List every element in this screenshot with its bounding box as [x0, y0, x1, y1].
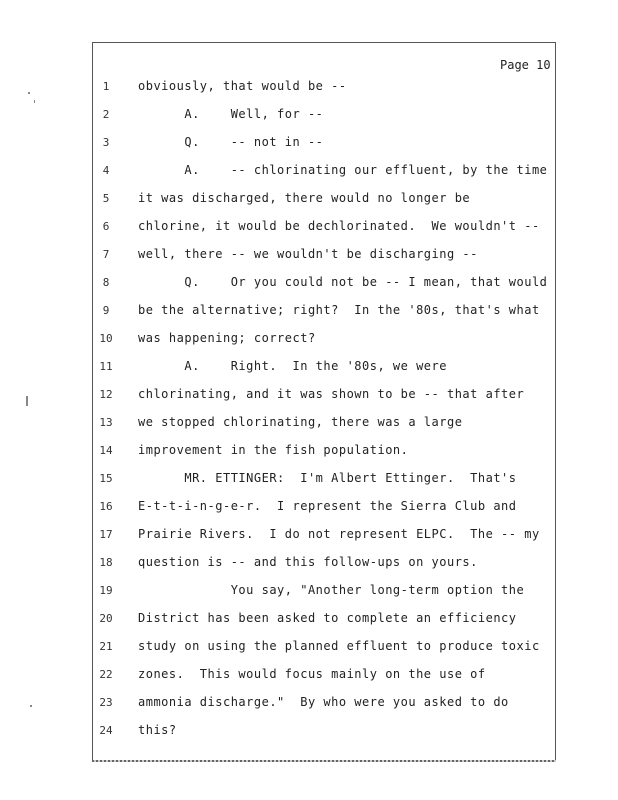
line-number: 3	[102, 136, 110, 149]
transcript-line: chlorinating, and it was shown to be -- that after	[138, 387, 525, 401]
transcript-line: Q. -- not in --	[138, 135, 324, 149]
transcript-line: A. -- chlorinating our effluent, by the time	[138, 163, 548, 177]
line-number: 16	[99, 500, 113, 513]
transcript-line: was happening; correct?	[138, 331, 316, 345]
line-number: 18	[99, 556, 113, 569]
transcript-line: MR. ETTINGER: I'm Albert Ettinger. That's	[138, 471, 517, 485]
line-number: 9	[102, 304, 110, 317]
transcript-line: Prairie Rivers. I do not represent ELPC. The -- my	[138, 527, 540, 541]
transcript-line: well, there -- we wouldn't be discharging --	[138, 247, 478, 261]
scan-speck	[28, 92, 30, 94]
line-number: 4	[102, 164, 110, 177]
transcript-line: study on using the planned effluent to produce toxic	[138, 639, 540, 653]
transcript-line: ammonia discharge." By who were you asked to do	[138, 695, 509, 709]
line-number: 15	[99, 472, 113, 485]
scan-speck	[26, 396, 28, 406]
line-number: 14	[99, 444, 113, 457]
line-number: 20	[99, 612, 113, 625]
line-number: 13	[99, 416, 113, 429]
transcript-line: A. Right. In the '80s, we were	[138, 359, 447, 373]
line-number: 2	[102, 108, 110, 121]
line-number: 22	[99, 668, 113, 681]
footer-rule	[92, 760, 556, 762]
line-number: 21	[99, 640, 113, 653]
transcript-line: A. Well, for --	[138, 107, 324, 121]
transcript-line: You say, "Another long-term option the	[138, 583, 525, 597]
line-number: 1	[102, 80, 110, 93]
line-number: 11	[99, 360, 113, 373]
transcript-line: Q. Or you could not be -- I mean, that would	[138, 275, 548, 289]
line-number: 10	[99, 332, 113, 345]
transcript-line: chlorine, it would be dechlorinated. We wouldn't --	[138, 219, 540, 233]
scan-speck	[30, 705, 32, 707]
transcript-line: be the alternative; right? In the '80s, that's what	[138, 303, 540, 317]
transcript-line: it was discharged, there would no longer be	[138, 191, 471, 205]
line-number: 6	[102, 220, 110, 233]
line-number: 5	[102, 192, 110, 205]
line-number: 24	[99, 724, 113, 737]
transcript-page-frame	[92, 42, 556, 762]
transcript-line: obviously, that would be --	[138, 79, 347, 93]
line-number: 19	[99, 584, 113, 597]
transcript-line: we stopped chlorinating, there was a large	[138, 415, 463, 429]
transcript-line: improvement in the fish population.	[138, 443, 409, 457]
transcript-line: zones. This would focus mainly on the use of	[138, 667, 486, 681]
transcript-line: E-t-t-i-n-g-e-r. I represent the Sierra Club and	[138, 499, 517, 513]
transcript-line: question is -- and this follow-ups on yours.	[138, 555, 478, 569]
line-number: 23	[99, 696, 113, 709]
transcript-line: this?	[138, 723, 177, 737]
transcript-line: District has been asked to complete an efficiency	[138, 611, 517, 625]
line-number: 17	[99, 528, 113, 541]
scan-speck	[34, 100, 35, 103]
line-number: 12	[99, 388, 113, 401]
line-number: 8	[102, 276, 110, 289]
page-number-label: Page 10	[500, 58, 551, 72]
line-number: 7	[102, 248, 110, 261]
